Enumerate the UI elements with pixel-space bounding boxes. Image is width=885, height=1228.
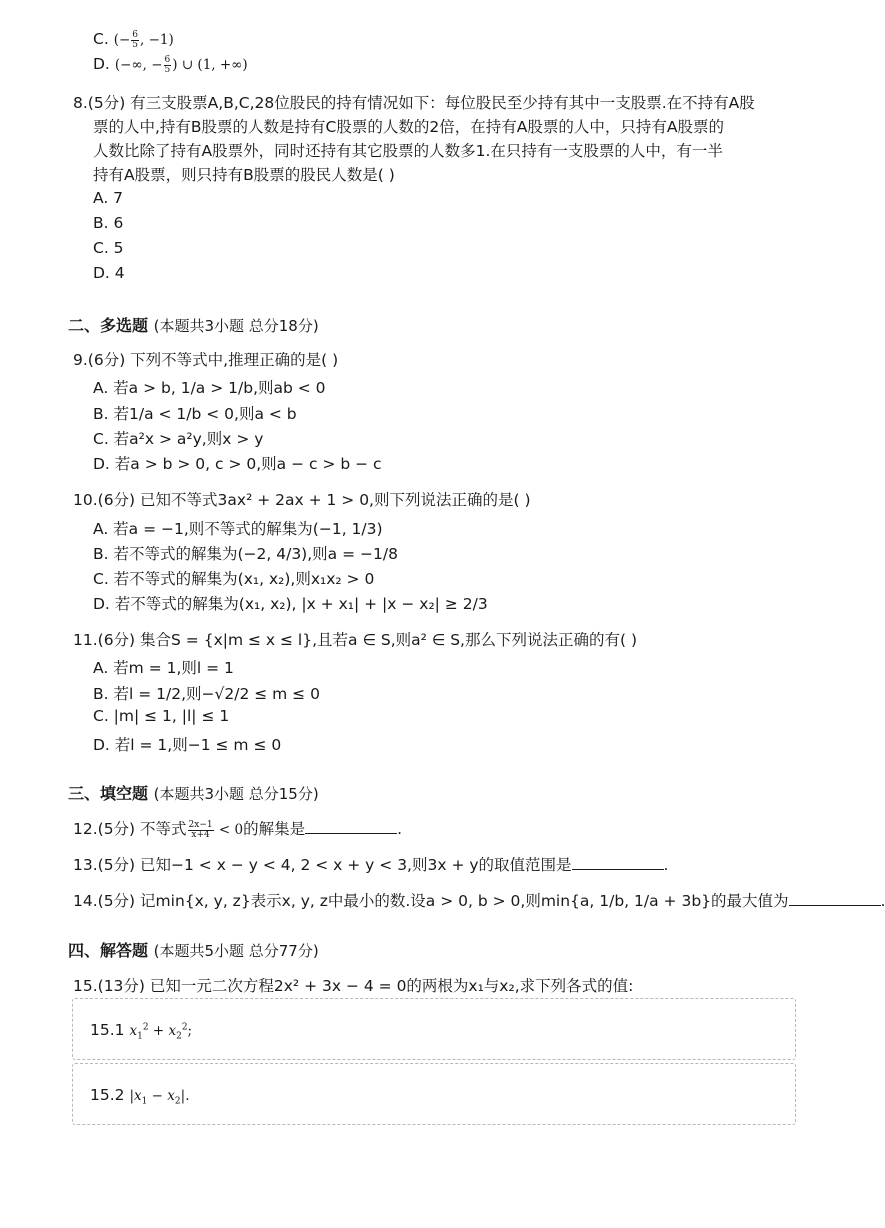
q10-option-d: D. 若不等式的解集为(x₁, x₂), |x + x₁| + |x − x₂| ≥ 2/3 <box>93 595 488 613</box>
option-label: C. <box>93 30 109 48</box>
q15-sub2-box <box>72 1063 796 1125</box>
q13-line: 13.(5分) 已知−1 < x − y < 4, 2 < x + y < 3,则3x + y的取值范围是 . <box>73 856 669 874</box>
q10-option-b: B. 若不等式的解集为(−2, 4/3),则a = −1/8 <box>93 545 398 563</box>
q8-stem-line2: 票的人中,持有B股票的人数是持有C股票的人数的2倍，在持有A股票的人中，只持有A股票的 <box>93 118 724 136</box>
q12-suffix: 的解集是 <box>243 820 306 838</box>
q8-option-c: C. 5 <box>93 239 124 257</box>
section-4-heading <box>68 938 319 961</box>
sub-label: 15.1 <box>90 1021 125 1039</box>
q11-stem: 11.(6分) 集合S = {x|m ≤ x ≤ l},且若a ∈ S,则a² ∈ S,那么下列说法正确的有( ) <box>73 631 637 649</box>
section-3-heading <box>68 781 319 804</box>
q12-prefix: 12.(5分) 不等式 <box>73 820 187 838</box>
q8-stem-line3: 人数比除了持有A股票外，同时还持有其它股票的人数多1.在只持有一支股票的人中，有一半 <box>93 142 723 160</box>
section-title: 二、多选题 <box>68 316 149 335</box>
q9-stem: 9.(6分) 下列不等式中,推理正确的是( ) <box>73 351 339 369</box>
q9-option-a: A. 若a > b, 1/a > 1/b,则ab < 0 <box>93 379 326 397</box>
q9-option-b: B. 若1/a < 1/b < 0,则a < b <box>93 405 297 423</box>
answer-blank[interactable] <box>572 855 664 870</box>
q8-option-a: A. 7 <box>93 189 124 207</box>
q14-text: 14.(5分) 记min{x, y, z}表示x, y, z中最小的数.设a > 0, b > 0,则min{a, 1/b, 1/a + 3b}的最大值为 <box>73 892 789 910</box>
sub-expression: $x_1^2 + x_2^2$; <box>129 1022 193 1042</box>
sub-label: 15.2 <box>90 1086 125 1104</box>
q8-option-b: B. 6 <box>93 214 124 232</box>
q11-option-a: A. 若m = 1,则l = 1 <box>93 659 234 677</box>
q9-option-c: C. 若a²x > a²y,则x > y <box>93 430 264 448</box>
section-note: (本题共5小题 总分77分) <box>153 942 319 960</box>
q11-option-d: D. 若l = 1,则−1 ≤ m ≤ 0 <box>93 736 282 754</box>
q10-option-a: A. 若a = −1,则不等式的解集为(−1, 1/3) <box>93 520 383 538</box>
q15-sub2 <box>90 1086 189 1107</box>
section-2-heading <box>68 313 319 336</box>
q10-stem: 10.(6分) 已知不等式3ax² + 2ax + 1 > 0,则下列说法正确的是( ) <box>73 491 531 509</box>
q11-option-c: C. |m| ≤ 1, |l| ≤ 1 <box>93 707 230 725</box>
section-title: 四、解答题 <box>68 941 149 960</box>
q8-option-d: D. 4 <box>93 264 125 282</box>
q13-text: 13.(5分) 已知−1 < x − y < 4, 2 < x + y < 3,则3x + y的取值范围是 <box>73 856 572 874</box>
q15-sub1-box <box>72 998 796 1060</box>
section-note: (本题共3小题 总分15分) <box>153 785 319 803</box>
q7-option-d <box>93 55 248 75</box>
q8-stem-line1: 8.(5分) 有三支股票A,B,C,28位股民的持有情况如下：每位股民至少持有其中一支股票.在不持有A股 <box>73 94 755 112</box>
q12-fraction: $\frac{2x-1}{x+4}$ < 0 <box>188 820 244 840</box>
q12-line: 12.(5分) 不等式 $\frac{2x-1}{x+4}$ < 0的解集是 . <box>73 820 403 840</box>
sub-expression: $|x_1 - x_2|$. <box>129 1088 190 1107</box>
q11-option-b: B. 若l = 1/2,则−√2/2 ≤ m ≤ 0 <box>93 685 320 703</box>
option-math: (−∞, − $\frac{6}{5}$ ) ∪ (1, +∞) <box>114 55 248 75</box>
q9-option-d: D. 若a > b > 0, c > 0,则a − c > b − c <box>93 455 382 473</box>
section-title: 三、填空题 <box>68 784 149 803</box>
option-math: (− $\frac{6}{5}$ , −1) <box>113 30 174 50</box>
q14-line: 14.(5分) 记min{x, y, z}表示x, y, z中最小的数.设a > 0, b > 0,则min{a, 1/b, 1/a + 3b}的最大值为 . <box>73 892 885 910</box>
section-note: (本题共3小题 总分18分) <box>153 317 319 335</box>
answer-blank[interactable] <box>305 819 397 834</box>
q15-stem: 15.(13分) 已知一元二次方程2x² + 3x − 4 = 0的两根为x₁与x₂,求下列各式的值: <box>73 977 634 995</box>
option-label: D. <box>93 55 110 73</box>
q8-stem-line4: 持有A股票，则只持有B股票的股民人数是( ) <box>93 166 395 184</box>
q7-option-c <box>93 30 174 50</box>
q10-option-c: C. 若不等式的解集为(x₁, x₂),则x₁x₂ > 0 <box>93 570 375 588</box>
q15-sub1 <box>90 1021 192 1042</box>
answer-blank[interactable] <box>789 891 881 906</box>
